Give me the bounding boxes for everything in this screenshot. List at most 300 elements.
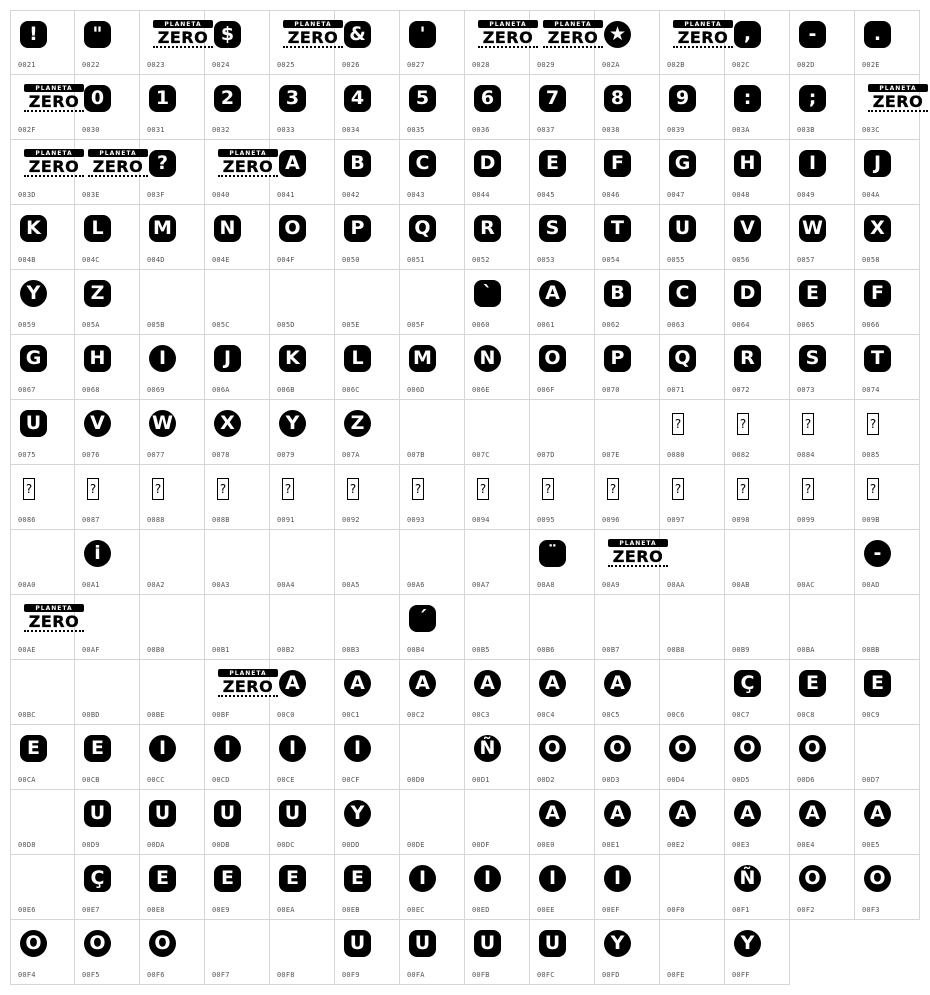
glyph-char: N [479,347,496,369]
glyph-cell-0079[interactable] [270,400,335,465]
glyph-char: I [223,737,232,759]
glyph-cell-00C8[interactable] [790,660,855,725]
glyph-cell-0026[interactable] [335,10,400,75]
glyph-cell-0098[interactable] [725,465,790,530]
glyph-cell-00CF[interactable] [335,725,400,790]
glyph-cell-004A[interactable] [855,140,920,205]
glyph-cell-00FE[interactable] [660,920,725,985]
glyph-preview [799,865,826,892]
glyph-cell-0075[interactable] [10,400,75,465]
glyph-char: V [740,217,755,239]
codepoint-label: 00AA [667,581,685,589]
glyph-cell-0056[interactable] [725,205,790,270]
glyph-preview [799,215,826,242]
glyph-char: I [158,737,167,759]
glyph-char: O [25,932,42,954]
glyph-char: - [873,542,882,564]
glyph-cell-00B6[interactable] [530,595,595,660]
glyph-cell-0023[interactable] [140,10,209,75]
glyph-cell-0046[interactable] [595,140,660,205]
glyph-cell-0071[interactable] [660,335,725,400]
glyph-cell-0057[interactable] [790,205,855,270]
glyph-cell-00D8[interactable] [10,790,75,855]
glyph-cell-0067[interactable] [10,335,75,400]
glyph-cell-0031[interactable] [140,75,205,140]
glyph-cell-0077[interactable] [140,400,205,465]
glyph-cell-00F8[interactable] [270,920,335,985]
glyph-cell-00DF[interactable] [465,790,530,855]
glyph-cell-002E[interactable] [855,10,920,75]
glyph-cell-00C9[interactable] [855,660,920,725]
glyph-cell-00E0[interactable] [530,790,595,855]
glyph-cell-0033[interactable] [270,75,335,140]
glyph-cell-0049[interactable] [790,140,855,205]
glyph-cell-005C[interactable] [205,270,270,335]
glyph-cell-006D[interactable] [400,335,465,400]
glyph-cell-00A6[interactable] [400,530,465,595]
glyph-char: G [674,152,691,174]
glyph-cell-00A0[interactable] [10,530,75,595]
glyph-preview [734,930,761,957]
glyph-cell-0088[interactable] [140,465,205,530]
glyph-cell-002B[interactable] [660,10,729,75]
glyph-char: 6 [480,87,495,109]
glyph-cell-00B0[interactable] [140,595,205,660]
glyph-cell-0052[interactable] [465,205,530,270]
codepoint-label: 0085 [862,451,880,459]
codepoint-label: 00AE [18,646,36,654]
glyph-cell-0085[interactable] [855,400,920,465]
glyph-preview [84,345,111,372]
glyph-preview [214,735,241,762]
glyph-cell-003B[interactable] [790,75,855,140]
glyph-cell-00CE[interactable] [270,725,335,790]
glyph-preview [604,800,631,827]
glyph-char: , [743,23,752,45]
glyph-cell-00BC[interactable] [10,660,75,725]
codepoint-label: 006E [472,386,490,394]
codepoint-label: 0088 [147,516,165,524]
glyph-cell-0036[interactable] [465,75,530,140]
glyph-cell-004B[interactable] [10,205,75,270]
codepoint-label: 00EB [342,906,360,914]
glyph-cell-00D6[interactable] [790,725,855,790]
codepoint-label: 00D8 [18,841,36,849]
glyph-preview [344,800,371,827]
glyph-cell-00E8[interactable] [140,855,205,920]
codepoint-label: 005A [82,321,100,329]
glyph-cell-007B[interactable] [400,400,465,465]
glyph-cell-0044[interactable] [465,140,530,205]
glyph-char: ¨ [547,542,558,564]
glyph-cell-0064[interactable] [725,270,790,335]
glyph-cell-00B3[interactable] [335,595,400,660]
glyph-cell-00D9[interactable] [75,790,140,855]
glyph-cell-00AC[interactable] [790,530,855,595]
glyph-cell-007A[interactable] [335,400,400,465]
glyph-char: Q [674,347,691,369]
glyph-cell-0032[interactable] [205,75,270,140]
glyph-cell-00A4[interactable] [270,530,335,595]
glyph-cell-0035[interactable] [400,75,465,140]
logo-line-1: PLANETA [218,149,278,157]
glyph-cell-0093[interactable] [400,465,465,530]
glyph-cell-00D3[interactable] [595,725,660,790]
glyph-cell-009B[interactable] [855,465,920,530]
glyph-cell-0087[interactable] [75,465,140,530]
glyph-cell-005F[interactable] [400,270,465,335]
missing-glyph-icon: ? [282,478,294,500]
glyph-cell-00C5[interactable] [595,660,660,725]
glyph-preview [799,21,826,48]
glyph-cell-003E[interactable] [75,140,144,205]
glyph-cell-00EE[interactable] [530,855,595,920]
glyph-cell-00DB[interactable] [205,790,270,855]
codepoint-label: 00A1 [82,581,100,589]
glyph-cell-00BD[interactable] [75,660,140,725]
glyph-cell-00BF[interactable] [205,660,274,725]
glyph-preview [799,800,826,827]
glyph-cell-0061[interactable] [530,270,595,335]
glyph-cell-0043[interactable] [400,140,465,205]
glyph-cell-0048[interactable] [725,140,790,205]
glyph-cell-006B[interactable] [270,335,335,400]
glyph-cell-00F4[interactable] [10,920,75,985]
glyph-cell-008B[interactable] [205,465,270,530]
glyph-cell-0040[interactable] [205,140,274,205]
glyph-preview [474,280,501,307]
glyph-cell-00CA[interactable] [10,725,75,790]
codepoint-label: 0046 [602,191,620,199]
codepoint-label: 00C6 [667,711,685,719]
glyph-cell-0039[interactable] [660,75,725,140]
glyph-cell-006C[interactable] [335,335,400,400]
glyph-cell-00F5[interactable] [75,920,140,985]
glyph-cell-0028[interactable] [465,10,534,75]
glyph-cell-0099[interactable] [790,465,855,530]
glyph-cell-0094[interactable] [465,465,530,530]
missing-glyph-icon: ? [152,478,164,500]
glyph-cell-00AD[interactable] [855,530,920,595]
glyph-cell-00C0[interactable] [270,660,335,725]
codepoint-label: 0070 [602,386,620,394]
glyph-cell-00C7[interactable] [725,660,790,725]
glyph-cell-00ED[interactable] [465,855,530,920]
glyph-cell-00DE[interactable] [400,790,465,855]
glyph-cell-003C[interactable] [855,75,924,140]
glyph-cell-00A9[interactable] [595,530,664,595]
glyph-cell-0022[interactable] [75,10,140,75]
glyph-cell-00D5[interactable] [725,725,790,790]
glyph-preview [214,345,241,372]
glyph-cell-0021[interactable] [10,10,75,75]
glyph-preview [864,345,891,372]
glyph-cell-00F6[interactable] [140,920,205,985]
glyph-cell-0037[interactable] [530,75,595,140]
glyph-cell-00A2[interactable] [140,530,205,595]
glyph-preview [799,670,826,697]
logo-line-2: ZERO [222,676,274,696]
codepoint-label: 0064 [732,321,750,329]
glyph-cell-00DD[interactable] [335,790,400,855]
glyph-cell-00F7[interactable] [205,920,270,985]
glyph-cell-0069[interactable] [140,335,205,400]
glyph-cell-0066[interactable] [855,270,920,335]
glyph-cell-00F2[interactable] [790,855,855,920]
codepoint-label: 00BE [147,711,165,719]
missing-glyph-icon: ? [217,478,229,500]
glyph-cell-00B1[interactable] [205,595,270,660]
logo-dotted-rule [478,46,538,51]
glyph-cell-00EC[interactable] [400,855,465,920]
glyph-cell-0055[interactable] [660,205,725,270]
codepoint-label: 00A4 [277,581,295,589]
glyph-cell-0076[interactable] [75,400,140,465]
codepoint-label: 0075 [18,451,36,459]
glyph-cell-007C[interactable] [465,400,530,465]
glyph-preview [799,150,826,177]
glyph-cell-007D[interactable] [530,400,595,465]
codepoint-label: 0050 [342,256,360,264]
codepoint-label: 00E0 [537,841,555,849]
glyph-cell-00D2[interactable] [530,725,595,790]
glyph-cell-0045[interactable] [530,140,595,205]
glyph-preview [474,670,501,697]
glyph-cell-0050[interactable] [335,205,400,270]
glyph-cell-00E6[interactable] [10,855,75,920]
glyph-cell-00AE[interactable] [10,595,80,660]
glyph-preview [20,21,47,48]
glyph-preview [539,215,566,242]
glyph-cell-00AB[interactable] [725,530,790,595]
glyph-cell-005A[interactable] [75,270,140,335]
glyph-preview [669,800,696,827]
glyph-cell-00C4[interactable] [530,660,595,725]
codepoint-label: 007E [602,451,620,459]
glyph-cell-004F[interactable] [270,205,335,270]
glyph-cell-0078[interactable] [205,400,270,465]
glyph-cell-00AF[interactable] [75,595,140,660]
glyph-char: M [413,347,432,369]
glyph-char: E [286,867,299,889]
glyph-cell-0054[interactable] [595,205,660,270]
glyph-char: 7 [545,87,560,109]
glyph-cell-004D[interactable] [140,205,205,270]
glyph-cell-00E2[interactable] [660,790,725,855]
codepoint-label: 00DB [212,841,230,849]
glyph-cell-00A8[interactable] [530,530,595,595]
glyph-cell-0051[interactable] [400,205,465,270]
codepoint-label: 00EF [602,906,620,914]
codepoint-label: 00B9 [732,646,750,654]
glyph-cell-006A[interactable] [205,335,270,400]
glyph-cell-0024[interactable] [205,10,270,75]
glyph-preview [84,21,111,48]
glyph-cell-00E7[interactable] [75,855,140,920]
glyph-cell-0065[interactable] [790,270,855,335]
codepoint-label: 0095 [537,516,555,524]
glyph-cell-00E5[interactable] [855,790,920,855]
glyph-cell-00E3[interactable] [725,790,790,855]
codepoint-label: 00B8 [667,646,685,654]
glyph-cell-0097[interactable] [660,465,725,530]
glyph-cell-005D[interactable] [270,270,335,335]
glyph-cell-00B7[interactable] [595,595,660,660]
codepoint-label: 00D0 [407,776,425,784]
glyph-cell-00A5[interactable] [335,530,400,595]
glyph-cell-007E[interactable] [595,400,660,465]
glyph-cell-00F1[interactable] [725,855,790,920]
glyph-cell-00FA[interactable] [400,920,465,985]
glyph-cell-0059[interactable] [10,270,75,335]
glyph-cell-00A1[interactable] [75,530,140,595]
glyph-cell-0029[interactable] [530,10,599,75]
glyph-cell-00AA[interactable] [660,530,725,595]
glyph-cell-002C[interactable] [725,10,790,75]
codepoint-label: 00BD [82,711,100,719]
glyph-cell-003F[interactable] [140,140,205,205]
glyph-cell-0091[interactable] [270,465,335,530]
glyph-cell-00B2[interactable] [270,595,335,660]
glyph-cell-00BB[interactable] [855,595,920,660]
glyph-cell-00D1[interactable] [465,725,530,790]
glyph-cell-00DC[interactable] [270,790,335,855]
codepoint-label: 0026 [342,61,360,69]
logo-line-2: ZERO [28,611,80,631]
glyph-cell-00BA[interactable] [790,595,855,660]
glyph-cell-0096[interactable] [595,465,660,530]
glyph-cell-00C6[interactable] [660,660,725,725]
glyph-char: C [675,282,690,304]
glyph-cell-00CD[interactable] [205,725,270,790]
glyph-cell-0058[interactable] [855,205,920,270]
glyph-cell-00E4[interactable] [790,790,855,855]
glyph-cell-00F9[interactable] [335,920,400,985]
glyph-preview [149,150,176,177]
glyph-cell-0030[interactable] [75,75,140,140]
glyph-cell-00BE[interactable] [140,660,205,725]
glyph-preview [344,670,371,697]
glyph-cell-00FC[interactable] [530,920,595,985]
glyph-preview [799,85,826,112]
glyph-cell-003A[interactable] [725,75,790,140]
glyph-cell-00A7[interactable] [465,530,530,595]
glyph-cell-0092[interactable] [335,465,400,530]
glyph-cell-0068[interactable] [75,335,140,400]
planeta-zero-logo [218,149,278,181]
glyph-cell-004C[interactable] [75,205,140,270]
glyph-cell-0034[interactable] [335,75,400,140]
glyph-cell-005B[interactable] [140,270,205,335]
glyph-cell-0070[interactable] [595,335,660,400]
glyph-cell-00E9[interactable] [205,855,270,920]
glyph-cell-00EB[interactable] [335,855,400,920]
glyph-cell-0041[interactable] [270,140,335,205]
glyph-cell-002D[interactable] [790,10,855,75]
glyph-cell-00A3[interactable] [205,530,270,595]
glyph-cell-00C3[interactable] [465,660,530,725]
glyph-preview [344,215,371,242]
glyph-cell-0042[interactable] [335,140,400,205]
glyph-preview [539,150,566,177]
codepoint-label: 0076 [82,451,100,459]
glyph-cell-0062[interactable] [595,270,660,335]
glyph-cell-005E[interactable] [335,270,400,335]
glyph-preview [474,735,501,762]
glyph-cell-0027[interactable] [400,10,465,75]
glyph-cell-00DA[interactable] [140,790,205,855]
glyph-cell-00F0[interactable] [660,855,725,920]
logo-dotted-rule [24,175,84,180]
glyph-cell-0047[interactable] [660,140,725,205]
glyph-cell-00B4[interactable] [400,595,465,660]
glyph-cell-0060[interactable] [465,270,530,335]
logo-line-2: ZERO [28,156,80,176]
glyph-cell-0082[interactable] [725,400,790,465]
glyph-cell-00E1[interactable] [595,790,660,855]
glyph-cell-0084[interactable] [790,400,855,465]
glyph-cell-0080[interactable] [660,400,725,465]
glyph-cell-00EF[interactable] [595,855,660,920]
glyph-preview [864,800,891,827]
codepoint-label: 00FB [472,971,490,979]
glyph-cell-002A[interactable] [595,10,660,75]
planeta-zero-logo [24,604,84,636]
glyph-cell-00B5[interactable] [465,595,530,660]
glyph-preview [149,85,176,112]
glyph-cell-0072[interactable] [725,335,790,400]
glyph-cell-00FF[interactable] [725,920,790,985]
glyph-cell-0095[interactable] [530,465,595,530]
glyph-cell-00C1[interactable] [335,660,400,725]
glyph-cell-0074[interactable] [855,335,920,400]
glyph-cell-004E[interactable] [205,205,270,270]
glyph-cell-0025[interactable] [270,10,339,75]
codepoint-label: 003D [18,191,36,199]
glyph-preview [669,150,696,177]
glyph-cell-00EA[interactable] [270,855,335,920]
glyph-cell-0086[interactable] [10,465,75,530]
glyph-char: P [610,347,625,369]
glyph-cell-00D7[interactable] [855,725,920,790]
codepoint-label: 00B5 [472,646,490,654]
glyph-cell-00CB[interactable] [75,725,140,790]
glyph-cell-0038[interactable] [595,75,660,140]
glyph-cell-00FB[interactable] [465,920,530,985]
codepoint-label: 00C7 [732,711,750,719]
glyph-cell-0053[interactable] [530,205,595,270]
glyph-cell-00B8[interactable] [660,595,725,660]
glyph-cell-00D0[interactable] [400,725,465,790]
glyph-cell-002F[interactable] [10,75,80,140]
glyph-cell-0073[interactable] [790,335,855,400]
glyph-char: 1 [155,87,170,109]
glyph-cell-006E[interactable] [465,335,530,400]
glyph-cell-00B9[interactable] [725,595,790,660]
codepoint-label: 002F [18,126,36,134]
glyph-cell-00F3[interactable] [855,855,920,920]
glyph-cell-0063[interactable] [660,270,725,335]
glyph-cell-006F[interactable] [530,335,595,400]
codepoint-label: 00A7 [472,581,490,589]
glyph-cell-00FD[interactable] [595,920,660,985]
glyph-cell-00D4[interactable] [660,725,725,790]
glyph-char: E [27,737,40,759]
logo-line-1: PLANETA [543,20,603,28]
glyph-cell-00CC[interactable] [140,725,205,790]
glyph-cell-003D[interactable] [10,140,80,205]
glyph-cell-00C2[interactable] [400,660,465,725]
